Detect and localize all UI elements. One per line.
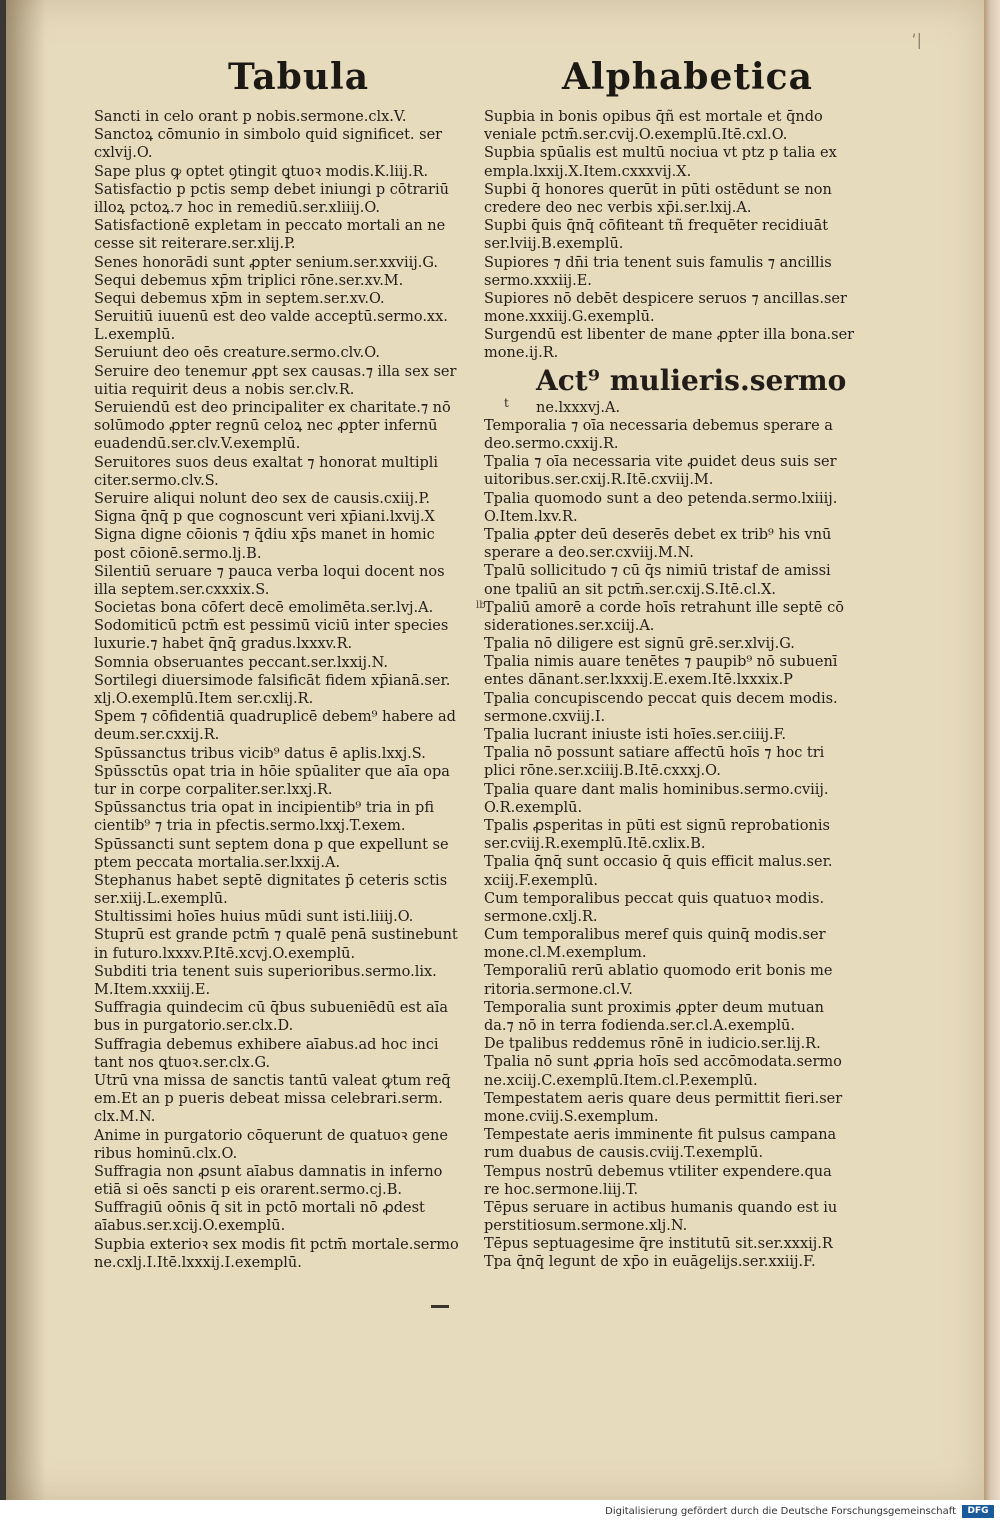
text-line: Tpalia nimis auare tenētes ⁊ paupib⁹ nō subuenī: [484, 654, 838, 671]
text-line: post cōionē.sermo.lj.B.: [94, 545, 262, 562]
header-left-word: Tabula: [228, 56, 370, 98]
text-line: re hoc.sermone.liij.T.: [484, 1181, 639, 1198]
text-line: xlj.O.exemplū.Item ser.cxlij.R.: [94, 691, 314, 707]
footer-credit: Digitalisierung gefördert durch die Deutsche Forschungsgemeinschaft: [605, 1506, 956, 1517]
text-line: illa septem.ser.cxxxix.S.: [94, 581, 270, 598]
text-line: Temporalia ⁊ oīa necessaria debemus sperare a: [484, 417, 833, 434]
book-page: [6, 0, 984, 1500]
text-line: Spem ⁊ cōfidentiā quadruplicē debem⁹ habere ad: [94, 709, 456, 726]
text-line: empla.lxxij.X.Item.cxxxvij.X.: [484, 163, 692, 180]
text-line: Satisfactio p pctis semp debet iniungi p cōtrariū: [94, 181, 449, 198]
text-line: Silentiū seruare ⁊ pauca verba loqui docent nos: [94, 563, 445, 580]
text-line: ser.lviij.B.exemplū.: [484, 236, 624, 253]
text-line: cesse sit reiterare.ser.xlij.P.: [94, 236, 296, 253]
section-heading: Act⁹ mulieris.sermo: [536, 363, 847, 397]
text-line: ne.xciij.C.exemplū.Item.cl.P.exemplū.: [484, 1072, 758, 1089]
text-line: mone.cviij.S.exemplum.: [484, 1108, 659, 1125]
text-line: Spūssancti sunt septem dona p que expellunt se: [94, 836, 449, 853]
text-line: perstitiosum.sermone.xlj.N.: [484, 1218, 688, 1235]
heading-marker: t: [504, 396, 509, 410]
text-line: ser.cviij.R.exemplū.Itē.cxlix.B.: [484, 836, 706, 853]
right-column: [484, 108, 854, 1272]
text-line: Tpalia ⁊ oīa necessaria vite ꝓuidet deus suis ser: [484, 454, 837, 471]
text-line: Tempestatem aeris quare deus permittit fieri.ser: [484, 1090, 843, 1107]
text-line: Sequi debemus xp̄m in septem.ser.xv.O.: [94, 290, 385, 307]
text-line: Societas bona cōfert decē emolimēta.ser.lvj.A.: [94, 600, 434, 617]
text-line: Seruire aliqui nolunt deo sex de causis.cxiij.P.: [94, 490, 430, 507]
text-line: Suffragia quindecim cū q̄bus subueniēdū est aīa: [94, 1000, 449, 1017]
text-line: Spūssanctus tribus vicib⁹ datus ē aplis.lxxj.S.: [94, 745, 426, 762]
text-line: uitoribus.ser.cxij.R.Itē.cxviij.M.: [484, 472, 714, 489]
text-line: Signa q̄nq̄ p que cognoscunt veri xp̄iani.lxvij.X: [94, 509, 435, 526]
text-line: Subditi tria tenent suis superioribus.sermo.lix.: [94, 963, 437, 980]
left-column: [94, 108, 464, 1272]
text-line: Tpalis ꝓsperitas in pūti est signū reprobationis: [484, 817, 830, 834]
text-line: aīabus.ser.xcij.O.exemplū.: [94, 1218, 286, 1235]
text-line: Suffragia debemus exhibere aīabus.ad hoc inci: [94, 1036, 439, 1053]
text-line: uitia requirit deus a nobis ser.clv.R.: [94, 381, 355, 398]
text-line: em.Et an p pueris debeat missa celebrari.serm.: [94, 1091, 443, 1108]
page-dash: [431, 1305, 449, 1308]
text-line: O.Item.lxv.R.: [484, 508, 578, 525]
text-line: Tpalia nō diligere est signū grē.ser.xlvij.G.: [484, 636, 795, 653]
text-line: Tpalia quomodo sunt a deo petenda.sermo.lxiiij.: [484, 490, 838, 507]
text-line: Suffragia non ꝓsunt aīabus damnatis in inferno: [94, 1163, 443, 1180]
text-line: illoꝝ pctoꝝ.⁊ hoc in remediū.ser.xliiij.O.: [94, 199, 381, 216]
text-line: Signa digne cōionis ⁊ q̄diu xp̄s manet in homic: [94, 527, 435, 544]
text-line: Surgendū est libenter de mane ꝓpter illa bona.ser: [484, 327, 854, 344]
text-line: Sanctoꝝ cōmunio in simbolo quid significet. ser: [94, 127, 443, 144]
text-line: etiā si oēs sancti p eis orarent.sermo.cj.B.: [94, 1182, 402, 1199]
text-line: tur in corpe corpaliter.ser.lxxj.R.: [94, 781, 333, 798]
text-line: ptem peccata mortalia.ser.lxxij.A.: [94, 854, 341, 871]
text-line: Temporalia sunt proximis ꝓpter deum mutuan: [484, 999, 824, 1016]
text-line: Seruiunt deo oēs creature.sermo.clv.O.: [94, 345, 380, 362]
text-line: Spūssanctus tria opat in incipientib⁹ tria in pfi: [94, 800, 435, 817]
text-line: in futuro.lxxxv.P.Itē.xcvj.O.exemplū.: [94, 945, 356, 962]
text-line: Satisfactionē expletam in peccato mortali an ne: [94, 218, 446, 235]
page-edge: [984, 0, 1000, 1500]
text-line: Somnia obseruantes peccant.ser.lxxij.N.: [94, 654, 388, 671]
text-line: deo.sermo.cxxij.R.: [484, 436, 619, 452]
text-line: Supbi q̄ honores querūt in pūti ostēdunt se non: [484, 181, 832, 198]
text-line: xciij.F.exemplū.: [484, 872, 599, 889]
text-line: Seruitores suos deus exaltat ⁊ honorat multipli: [94, 454, 439, 471]
text-line: Tpalia concupiscendo peccat quis decem modis.: [484, 690, 838, 707]
text-line: Tempestate aeris imminente fit pulsus campana: [484, 1127, 837, 1144]
text-line: Tpalia nō possunt satiare affectū hoīs ⁊ hoc tri: [484, 745, 825, 762]
text-line: plici rōne.ser.xciiij.B.Itē.cxxxj.O.: [484, 763, 721, 780]
text-line: Stephanus habet septē dignitates p̄ ceteris sctis: [94, 872, 448, 889]
text-line: Spūssctūs opat tria in hōie spūaliter que aīa opa: [94, 763, 450, 780]
text-line: ne.lxxxvj.A.: [536, 399, 621, 416]
text-line: credere deo nec verbis xp̄i.ser.lxij.A.: [484, 199, 752, 216]
text-line: sermone.cxlj.R.: [484, 908, 598, 925]
text-line: mone.xxxiij.G.exemplū.: [484, 309, 655, 326]
text-line: O.R.exemplū.: [484, 799, 583, 816]
text-line: solūmodo ꝓpter regnū celoꝝ nec ꝓpter infernū: [94, 418, 438, 435]
text-line: sermo.xxxiij.E.: [484, 272, 592, 289]
text-line: Supbia spūalis est multū nociua vt ptz p talia ex: [484, 145, 837, 162]
text-line: tant nos ꝗtuoꝛ.ser.clx.G.: [94, 1054, 271, 1071]
text-line: ne.cxlj.I.Itē.lxxxij.I.exemplū.: [94, 1254, 302, 1271]
text-line: cxlvij.O.: [94, 145, 153, 162]
text-line: Senes honorādi sunt ꝓpter senium.ser.xxviij.G.: [94, 254, 439, 271]
text-line: Supiores ⁊ dn̄i tria tenent suis famulis ⁊ ancillis: [484, 254, 832, 271]
text-line: Sancti in celo orant p nobis.sermone.clx.V.: [94, 109, 407, 125]
text-line: Anime in purgatorio cōquerunt de quatuoꝛ gene: [94, 1127, 448, 1144]
text-line: Supbia in bonis opibus q̄ñ est mortale et q̄ndo: [484, 109, 823, 125]
text-line: sermone.cxviij.I.: [484, 708, 606, 725]
text-line: Supbia exterioꝛ sex modis fit pctm̄ mortale.sermo: [94, 1236, 459, 1253]
text-line: Tpalia nō sunt ꝓpria hoīs sed accōmodata.sermo: [484, 1054, 842, 1071]
text-line: mone.cl.M.exemplum.: [484, 945, 647, 962]
footer-bar: [0, 1500, 1000, 1523]
dfg-logo[interactable]: DFG: [962, 1505, 994, 1518]
text-line: Sortilegi diuersimode falsificāt fidem xp̄ianā.ser.: [94, 672, 451, 689]
text-line: Tpalia quare dant malis hominibus.sermo.cviij.: [484, 781, 829, 798]
text-line: veniale pctm̄.ser.cvij.O.exemplū.Itē.cxl.O.: [484, 127, 788, 144]
header-right-word: Alphabetica: [562, 56, 813, 98]
text-line: entes dānant.ser.lxxxij.E.exem.Itē.lxxxix.P: [484, 672, 793, 689]
text-line: ser.xiij.L.exemplū.: [94, 891, 228, 908]
text-line: luxurie.⁊ habet q̄nq̄ gradus.lxxxv.R.: [94, 636, 353, 653]
text-line: Tpalia ꝓpter deū deserēs debet ex trib⁹ his vnū: [484, 526, 832, 543]
text-line: citer.sermo.clv.S.: [94, 472, 219, 489]
spine-shadow: [6, 0, 46, 1500]
text-line: Seruire deo tenemur ꝓpt sex causas.⁊ illa sex ser: [94, 363, 457, 380]
text-line: Tpa q̄nq̄ legunt de xp̄o in euāgelijs.ser.xxiij.F.: [484, 1254, 816, 1271]
text-line: Tempus nostrū debemus vtiliter expendere.qua: [484, 1163, 832, 1180]
text-line: Sodomiticū pctm̄ est pessimū viciū inter species: [94, 618, 449, 635]
text-line: cientib⁹ ⁊ tria in pfectis.sermo.lxxj.T.exem.: [94, 818, 406, 835]
text-line: M.Item.xxxiij.E.: [94, 982, 211, 998]
text-line: Tēpus seruare in actibus humanis quando est iu: [484, 1199, 838, 1216]
text-line: Stultissimi hoīes huius mūdi sunt isti.liiij.O.: [94, 909, 414, 926]
text-line: Seruiendū est deo principaliter ex charitate.⁊ nō: [94, 400, 451, 416]
text-line: ritoria.sermone.cl.V.: [484, 981, 633, 998]
text-line: one tpaliū an sit pctm̄.ser.cxij.S.Itē.cl.X.: [484, 581, 777, 598]
text-line: ribus hominū.clx.O.: [94, 1145, 238, 1162]
text-line: Temporaliū rerū ablatio quomodo erit bonis me: [484, 963, 833, 980]
text-line: Tpalia lucrant iniuste isti hoīes.ser.ciiij.F.: [484, 727, 786, 743]
text-line: Cum temporalibus meref quis quinq̄ modis.ser: [484, 927, 826, 944]
text-line: deum.ser.cxxij.R.: [94, 727, 220, 744]
text-line: Sape plus ꝙ optet ꝯtingit ꝗtuoꝛ modis.K.liij.R.: [94, 163, 429, 180]
text-line: Utrū vna missa de sanctis tantū valeat ꝙtum req̄: [94, 1072, 451, 1089]
text-line: siderationes.ser.xciij.A.: [484, 617, 655, 634]
text-line: sperare a deo.ser.cxviij.M.N.: [484, 545, 694, 562]
text-line: L.exemplū.: [94, 327, 176, 344]
pencil-mark: ‘|: [911, 30, 922, 49]
text-line: De tpalibus reddemus rōnē in iudicio.ser.lij.R.: [484, 1036, 821, 1053]
text-line: mone.ij.R.: [484, 345, 559, 362]
text-line: Seruitiū iuuenū est deo valde acceptū.sermo.xx.: [94, 309, 448, 326]
text-line: Stuprū est grande pctm̄ ⁊ qualē penā sustinebunt: [94, 927, 458, 944]
text-line: rum duabus de causis.cviij.T.exemplū.: [484, 1145, 764, 1162]
text-line: Tpalū sollicitudo ⁊ cū q̄s nimiū tristaf de amissi: [484, 563, 831, 580]
text-line: bus in purgatorio.ser.clx.D.: [94, 1018, 294, 1035]
text-line: da.⁊ nō in terra fodienda.ser.cl.A.exemplū.: [484, 1018, 795, 1034]
text-line: euadendū.ser.clv.V.exemplū.: [94, 436, 301, 453]
text-line: Tpaliū amorē a corde hoīs retrahunt ille septē cō: [484, 599, 844, 616]
text-line: Tēpus septuagesime q̄re institutū sit.ser.xxxij.R: [484, 1236, 833, 1253]
text-line: clx.M.N.: [94, 1109, 156, 1126]
margin-marker: lb: [476, 600, 486, 611]
text-line: Supiores nō debēt despicere seruos ⁊ ancillas.ser: [484, 290, 847, 307]
text-line: Sequi debemus xp̄m triplici rōne.ser.xv.M.: [94, 272, 404, 289]
text-line: Supbi q̄uis q̄nq̄ cōfiteant tñ frequēter recidiuāt: [484, 218, 829, 235]
text-line: Suffragiū oōnis q̄ sit in pctō mortali nō ꝓdest: [94, 1200, 425, 1217]
text-line: Tpalia q̄nq̄ sunt occasio q̄ quis efficit malus.ser.: [484, 854, 833, 871]
text-line: Cum temporalibus peccat quis quatuoꝛ modis.: [484, 890, 825, 907]
